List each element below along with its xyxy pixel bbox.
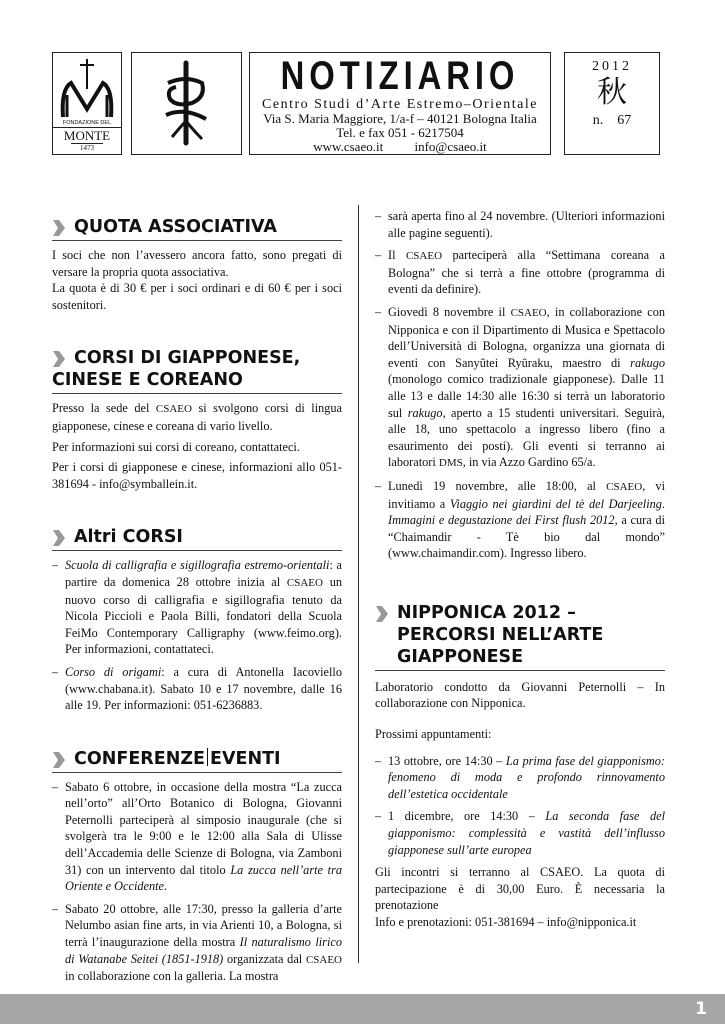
section-heading-nipponica xyxy=(375,602,665,671)
website-link[interactable]: www.csaeo.it xyxy=(313,139,384,154)
column-divider xyxy=(358,205,359,963)
nipponica-text-1: Laboratorio condotto da Giovanni Peternolli – In collaborazione con Nipponica. xyxy=(375,679,665,711)
nipponica-text-3: Gli incontri si terranno al CSAEO. La quota di partecipazione è di 30,00 Euro. È necessaria la prenotazione xyxy=(375,865,665,913)
nipponica-text-4: Info e prenotazioni: 051-381694 – info@nipponica.it xyxy=(375,915,637,929)
arrow-bullet-icon xyxy=(52,218,66,238)
left-column xyxy=(52,200,342,991)
right-column xyxy=(375,208,665,935)
email-link[interactable]: info@csaeo.it xyxy=(414,139,487,154)
list-item: – 1 dicembre, ore 14:30 – La seconda fase del giapponismo: complessità e vastità dell’influsso giapponese sull’arte europea xyxy=(375,808,665,858)
list-item: – 13 ottobre, ore 14:30 – La prima fase del giapponismo: fenomeno di moda e profondo rinnovamento dell’estetica occidentale xyxy=(375,753,665,803)
issue-number xyxy=(565,113,659,129)
issue-year: 2012 xyxy=(592,59,632,74)
phone: Tel. e fax 051 - 6217504 xyxy=(336,125,464,140)
corsi-text-1: Presso la sede del CSAEO si svolgono corsi di lingua giapponese, cinese e coreana di vario livello. xyxy=(52,401,343,433)
issue-box xyxy=(564,52,660,155)
corsi-title-line1: CORSI DI GIAPPONESE, xyxy=(74,348,301,369)
logo-monte-label: MONTE xyxy=(63,128,111,143)
section-heading-altri xyxy=(52,526,342,551)
list-item: – Scuola di calligrafia e sigillografia estremo-orientali: a partire da domenica 28 ottobre inizia al CSAEO un nuovo corso di calligrafia e sigillografia tenuto da Nicola Piccioli e Paola Billi, fondatori della Scuola FeiMo Contemporary Calligraphy (www.feimo.org). Per informazioni, contattateci. xyxy=(52,557,342,658)
page-number: 1 xyxy=(695,999,707,1019)
section-heading-corsi xyxy=(52,347,342,394)
calligraphy-seal-icon xyxy=(132,53,241,154)
conferenze-title-a: CONFERENZE xyxy=(74,748,205,769)
arrow-bullet-icon xyxy=(52,528,66,548)
title-separator xyxy=(207,748,208,766)
season-glyph: 秋 xyxy=(597,75,627,110)
nipponica-text-2: Prossimi appuntamenti: xyxy=(375,727,492,742)
arrow-bullet-icon xyxy=(375,604,389,624)
arrow-bullet-icon xyxy=(52,349,66,369)
altri-title: Altri CORSI xyxy=(74,527,183,548)
arrow-bullet-icon xyxy=(52,750,66,770)
newsletter-title: NOTIZIARIO xyxy=(280,54,520,98)
list-item-continued: – sarà aperta fino al 24 novembre. (Ulteriori informazioni alle pagine seguenti). xyxy=(375,208,665,241)
issue-label: n. xyxy=(592,113,604,128)
masthead xyxy=(249,52,551,155)
conferenze-title-b: EVENTI xyxy=(210,748,281,769)
nipponica-title-line3: GIAPPONESE xyxy=(397,646,524,667)
corsi-title-line2: CINESE E COREANO xyxy=(52,370,243,391)
logo-foundation-label: FONDAZIONE DEL xyxy=(53,119,121,128)
page-footer xyxy=(0,994,725,1024)
organization-name: Centro Studi d’Arte Estremo–Orientale xyxy=(262,97,538,112)
csaeo-logo xyxy=(131,52,242,155)
nipponica-title-line2: PERCORSI NELL’ARTE xyxy=(397,624,604,645)
list-item: – Giovedì 8 novembre il CSAEO, in collaborazione con Nipponica e con il Dipartimento di Musica e Spettacolo dell’Università di Bologna, organizza una giornata di eventi con Sanyûtei Ryûraku, maestro di rakugo (monologo comico tradizionale giapponese). Dalle 11 alle 13 e dalle 14:30 alle 16:30 si terrà un laboratorio sul rakugo, aperto a 15 studenti universitari. Seguirà, alle 18, uno spettacolo a ingresso libero (fino a esaurimento dei posti). Gli eventi si terranno ai laboratori DMS, in via Azzo Gardino 65/a. xyxy=(375,304,665,472)
list-item: – Lunedì 19 novembre, alle 18:00, al CSAEO, vi invitiamo a Viaggio nei giardini del tè del Darjeeling. Immagini e degustazione dei First flush 2012, a cura di “Chaimandir - Tè bio dal mondo” (www.chaimandir.com). Ingresso libero. xyxy=(375,478,665,562)
nipponica-title-line1: NIPPONICA 2012 – xyxy=(397,602,576,623)
section-heading-conferenze xyxy=(52,748,342,773)
list-item: – Corso di origami: a cura di Antonella Iacoviello (www.chabana.it). Sabato 10 e 17 novembre, dalle 16 alle 19. Per informazioni: 051-6236883. xyxy=(52,664,342,714)
address: Via S. Maria Maggiore, 1/a-f – 40121 Bologna Italia xyxy=(263,111,537,126)
quota-text-2: La quota è di 30 € per i soci ordinari e di 60 € per i soci sostenitori. xyxy=(52,281,342,312)
list-item: – Sabato 6 ottobre, in occasione della mostra “La zucca nell’orto” all’Orto Botanico di Bologna, Giovanni Peternolli parteciperà al simposio inaugurale (che si svolgerà tra le 9:00 e le 12:00 alla Sala di Ulisse dell’Accademia delle Scienze di Bologna, via Zamboni 31) con un intervento dal titolo La zucca nell’arte tra Oriente e Occidente. xyxy=(52,779,342,895)
quota-title: QUOTA ASSOCIATIVA xyxy=(74,217,277,237)
list-item: – Sabato 20 ottobre, alle 17:30, presso la galleria d’arte Nelumbo asian fine arts, in via Arienti 10, a Bologna, si terrà l’inaugurazione della mostra Il naturalismo lirico di Watanabe Seitei (1851-1918) organizzata dal CSAEO in collaborazione con la galleria. La mostra xyxy=(52,901,342,985)
quota-text-1: I soci che non l’avessero ancora fatto, sono pregati di versare la propria quota associativa. xyxy=(52,248,342,279)
corsi-text-2: Per informazioni sui corsi di coreano, contattateci. xyxy=(52,439,300,454)
section-heading-quota xyxy=(52,216,342,241)
corsi-text-3: Per i corsi di giapponese e cinese, informazioni allo 051-381694 - info@symballein.it. xyxy=(52,460,342,491)
fondazione-del-monte-logo xyxy=(52,52,122,155)
list-item: – Il CSAEO parteciperà alla “Settimana coreana a Bologna” che si terrà a fine ottobre (programma di eventi da definire). xyxy=(375,247,665,298)
logo-year-label: 1473 xyxy=(71,143,103,152)
issue-value: 67 xyxy=(617,113,632,128)
